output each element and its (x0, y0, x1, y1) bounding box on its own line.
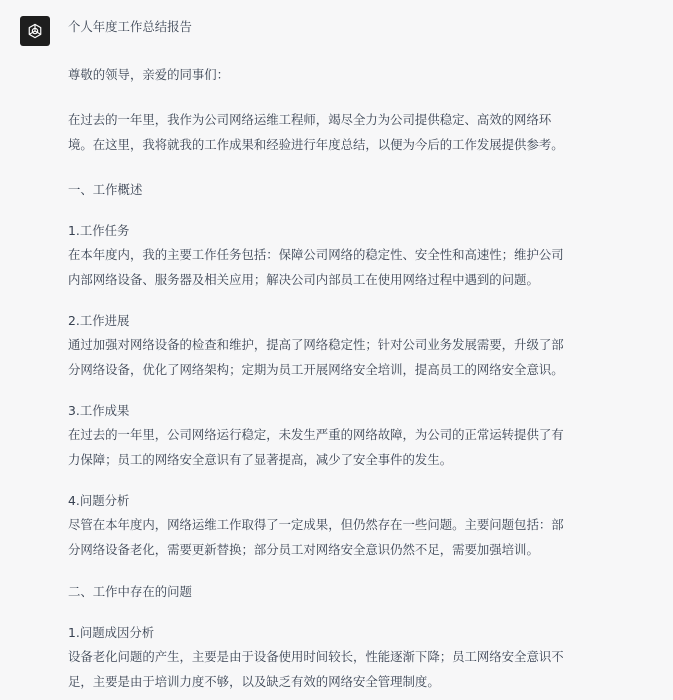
paragraph-line: 尽管在本年度内，网络运维工作取得了一定成果，但仍然存在一些问题。主要问题包括：部 (68, 517, 564, 532)
subsection (68, 219, 658, 292)
paragraph-line: 在本年度内，我的主要工作任务包括：保障公司网络的稳定性、安全性和高速性；维护公司 (68, 247, 564, 262)
subsection (68, 621, 658, 694)
paragraph-line: 内部网络设备、服务器及相关应用；解决公司内部员工在使用网络过程中遇到的问题。 (68, 272, 539, 287)
subsection-heading: 4.问题分析 (68, 493, 130, 508)
subsection-heading: 3.工作成果 (68, 403, 130, 418)
section-heading: 二、工作中存在的问题 (68, 584, 192, 599)
subsection-heading: 1.问题成因分析 (68, 625, 155, 640)
subsection-heading: 2.工作进展 (68, 313, 130, 328)
intro-line: 在过去的一年里，我作为公司网络运维工程师，竭尽全力为公司提供稳定、高效的网络环 (68, 112, 552, 127)
openai-logo-icon (25, 21, 45, 41)
report-title: 个人年度工作总结报告 (68, 19, 192, 34)
paragraph-line: 设备老化问题的产生，主要是由于设备使用时间较长，性能逐渐下降；员工网络安全意识不 (68, 649, 564, 664)
assistant-avatar (20, 16, 50, 46)
intro-paragraph (68, 107, 658, 157)
paragraph-line: 足，主要是由于培训力度不够，以及缺乏有效的网络安全管理制度。 (68, 674, 440, 689)
paragraph-line: 分网络设备，优化了网络架构；定期为员工开展网络安全培训，提高员工的网络安全意识。 (68, 362, 564, 377)
paragraph-line: 力保障；员工的网络安全意识有了显著提高，减少了安全事件的发生。 (68, 452, 453, 467)
paragraph-line: 在过去的一年里，公司网络运行稳定，未发生严重的网络故障，为公司的正常运转提供了有 (68, 427, 564, 442)
subsection-heading: 1.工作任务 (68, 223, 130, 238)
subsection (68, 489, 658, 562)
subsection (68, 309, 658, 382)
assistant-message (68, 14, 658, 694)
intro-line: 境。在这里，我将就我的工作成果和经验进行年度总结，以便为今后的工作发展提供参考。 (68, 137, 564, 152)
paragraph-line: 通过加强对网络设备的检查和维护，提高了网络稳定性；针对公司业务发展需要，升级了部 (68, 337, 564, 352)
section-heading: 一、工作概述 (68, 182, 143, 197)
paragraph-line: 分网络设备老化，需要更新替换；部分员工对网络安全意识仍然不足，需要加强培训。 (68, 542, 539, 557)
greeting: 尊敬的领导，亲爱的同事们： (68, 67, 230, 82)
subsection (68, 399, 658, 472)
